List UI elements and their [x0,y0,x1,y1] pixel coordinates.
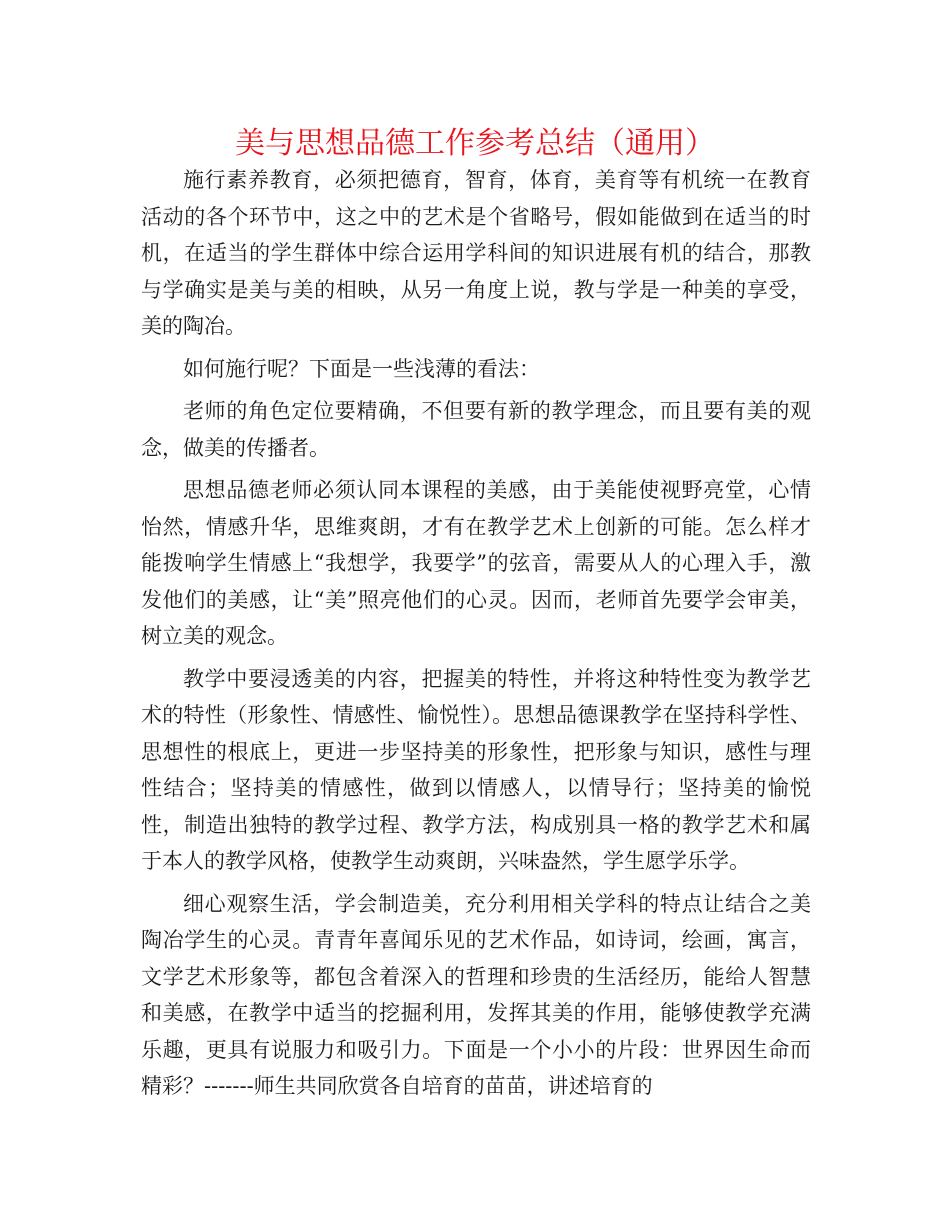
paragraph: 如何施行呢？下面是一些浅薄的看法： [183,356,540,381]
document-title: 美与思想品德工作参考总结（通用） [235,126,715,161]
paragraph: 思想品德老师必须认同本课程的美感，由于美能使视野亮堂，心情怡然，情感升华，思维爽朗，才有在教学艺术上创新的可能。怎么样才能拨响学生情感上“我想学，我要学”的弦音，需要从人的心理入手，激发他们的美感，让“美”照亮他们的心灵。因而，老师首先要学会审美，树立美的观念。 [141,478,811,648]
paragraph: 施行素养教育，必须把德育，智育，体育，美育等有机统一在教育活动的各个环节中，这之中的艺术是个省略号，假如能做到在适当的时机，在适当的学生群体中综合运用学科间的知识进展有机的结合，那教与学确实是美与美的相映，从另一角度上说，教与学是一种美的享受，美的陶冶。 [141,168,811,338]
paragraph: 细心观察生活，学会制造美，充分利用相关学科的特点让结合之美陶冶学生的心灵。青青年喜闻乐见的艺术作品，如诗词，绘画，寓言，文学艺术形象等，都包含着深入的哲理和珍贵的生活经历，能给人智慧和美感，在教学中适当的挖掘利用，发挥其美的作用，能够使教学充满乐趣，更具有说服力和吸引力。下面是一个小小的片段：世界因生命而精彩？-------师生共同欣赏各自培育的苗苗，讲述培育的 [141,891,811,1098]
paragraph: 老师的角色定位要精确，不但要有新的教学理念，而且要有美的观念，做美的传播者。 [141,399,811,460]
document-body [141,162,811,1111]
paragraph: 教学中要浸透美的内容，把握美的特性，并将这种特性变为教学艺术的特性（形象性、情感性、愉悦性）。思想品德课教学在坚持科学性、思想性的根底上，更进一步坚持美的形象性，把形象与知识，感性与理性结合；坚持美的情感性，做到以情感人，以情导行；坚持美的愉悦性，制造出独特的教学过程、教学方法，构成别具一格的教学艺术和属于本人的教学风格，使教学生动爽朗，兴味盎然，学生愿学乐学。 [141,666,811,873]
